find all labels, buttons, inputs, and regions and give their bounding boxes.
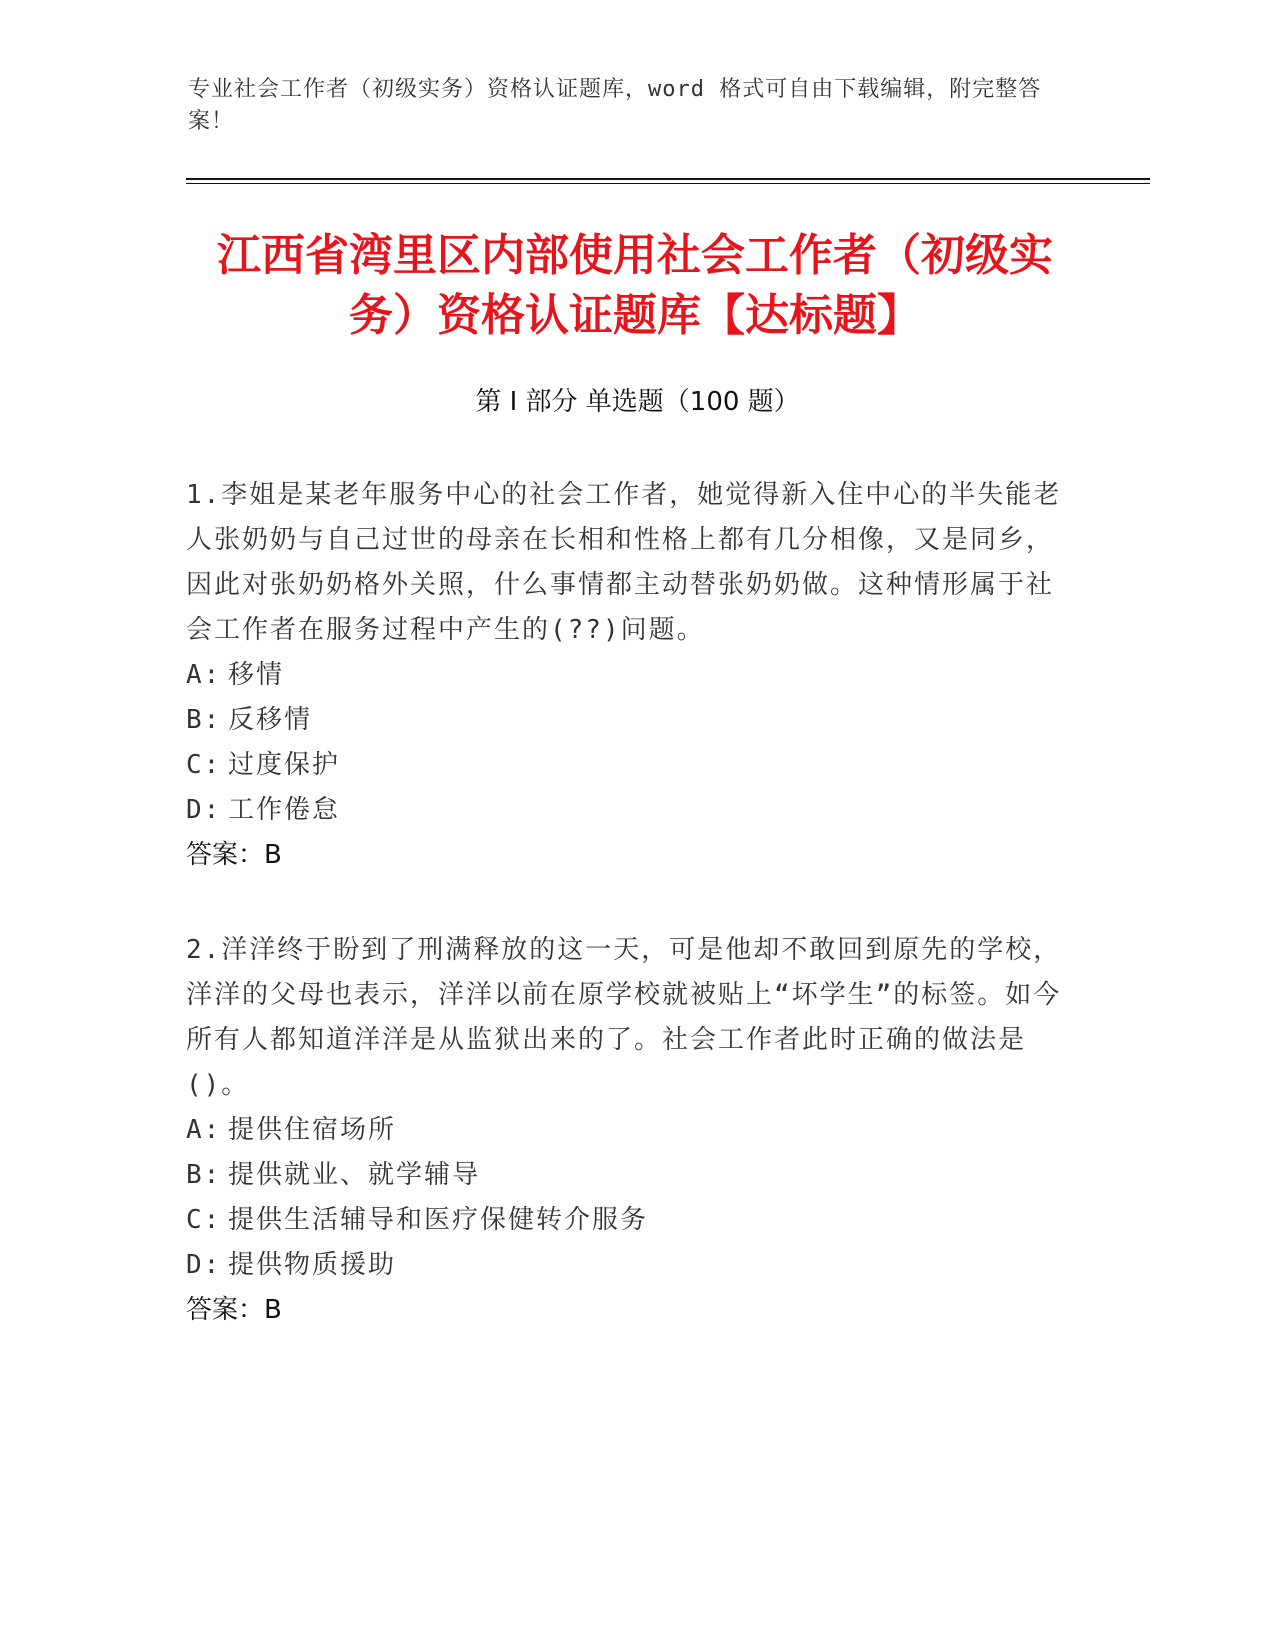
option-text: 移情 <box>228 660 285 690</box>
option-text: 提供物质援助 <box>228 1250 397 1280</box>
question-stem: 2.洋洋终于盼到了刑满释放的这一天，可是他却不敢回到原先的学校，洋洋的父母也表示，洋洋以前在原学校就被贴上“坏学生”的标签。如今所有人都知道洋洋是从监狱出来的了。社会工作者此时正确的做法是()。 <box>186 935 1062 1100</box>
option-text: 工作倦怠 <box>228 795 341 825</box>
option-key: C: <box>186 1205 222 1235</box>
option-a <box>186 1108 1066 1153</box>
option-text: 反移情 <box>228 705 313 735</box>
option-b <box>186 1153 1066 1198</box>
option-key: B: <box>186 1160 222 1190</box>
option-key: B: <box>186 705 222 735</box>
title-line-1: 江西省湾里区内部使用社会工作者（初级实 <box>217 230 1053 281</box>
option-key: D: <box>186 1250 222 1280</box>
option-text: 过度保护 <box>228 750 341 780</box>
option-key: D: <box>186 795 222 825</box>
header-note: 专业社会工作者（初级实务）资格认证题库，word 格式可自由下载编辑，附完整答案！ <box>188 77 1042 134</box>
option-key: A: <box>186 660 222 690</box>
question-1 <box>186 473 1066 878</box>
title-line-2: 务）资格认证题库【达标题】 <box>349 290 921 341</box>
option-c <box>186 1198 1066 1243</box>
header-divider-thick <box>186 178 1150 180</box>
option-key: A: <box>186 1115 222 1145</box>
option-key: C: <box>186 750 222 780</box>
question-stem: 1.李姐是某老年服务中心的社会工作者，她觉得新入住中心的半失能老人张奶奶与自己过世的母亲在长相和性格上都有几分相像，又是同乡，因此对张奶奶格外关照，什么事情都主动替张奶奶做。这种情形属于社会工作者在服务过程中产生的(??)问题。 <box>186 480 1062 645</box>
option-d <box>186 1243 1066 1288</box>
option-text: 提供生活辅导和医疗保健转介服务 <box>228 1205 649 1235</box>
answer: 答案：B <box>186 840 282 870</box>
option-text: 提供住宿场所 <box>228 1115 397 1145</box>
option-text: 提供就业、就学辅导 <box>228 1160 481 1190</box>
header-divider-thin <box>186 183 1150 184</box>
answer: 答案：B <box>186 1295 282 1325</box>
option-b <box>186 698 1066 743</box>
section-heading: 第 I 部分 单选题（100 题） <box>475 387 800 417</box>
option-c <box>186 743 1066 788</box>
question-list <box>186 473 1066 1383</box>
option-d <box>186 788 1066 833</box>
document-title <box>160 226 1110 346</box>
question-2 <box>186 928 1066 1333</box>
option-a <box>186 653 1066 698</box>
